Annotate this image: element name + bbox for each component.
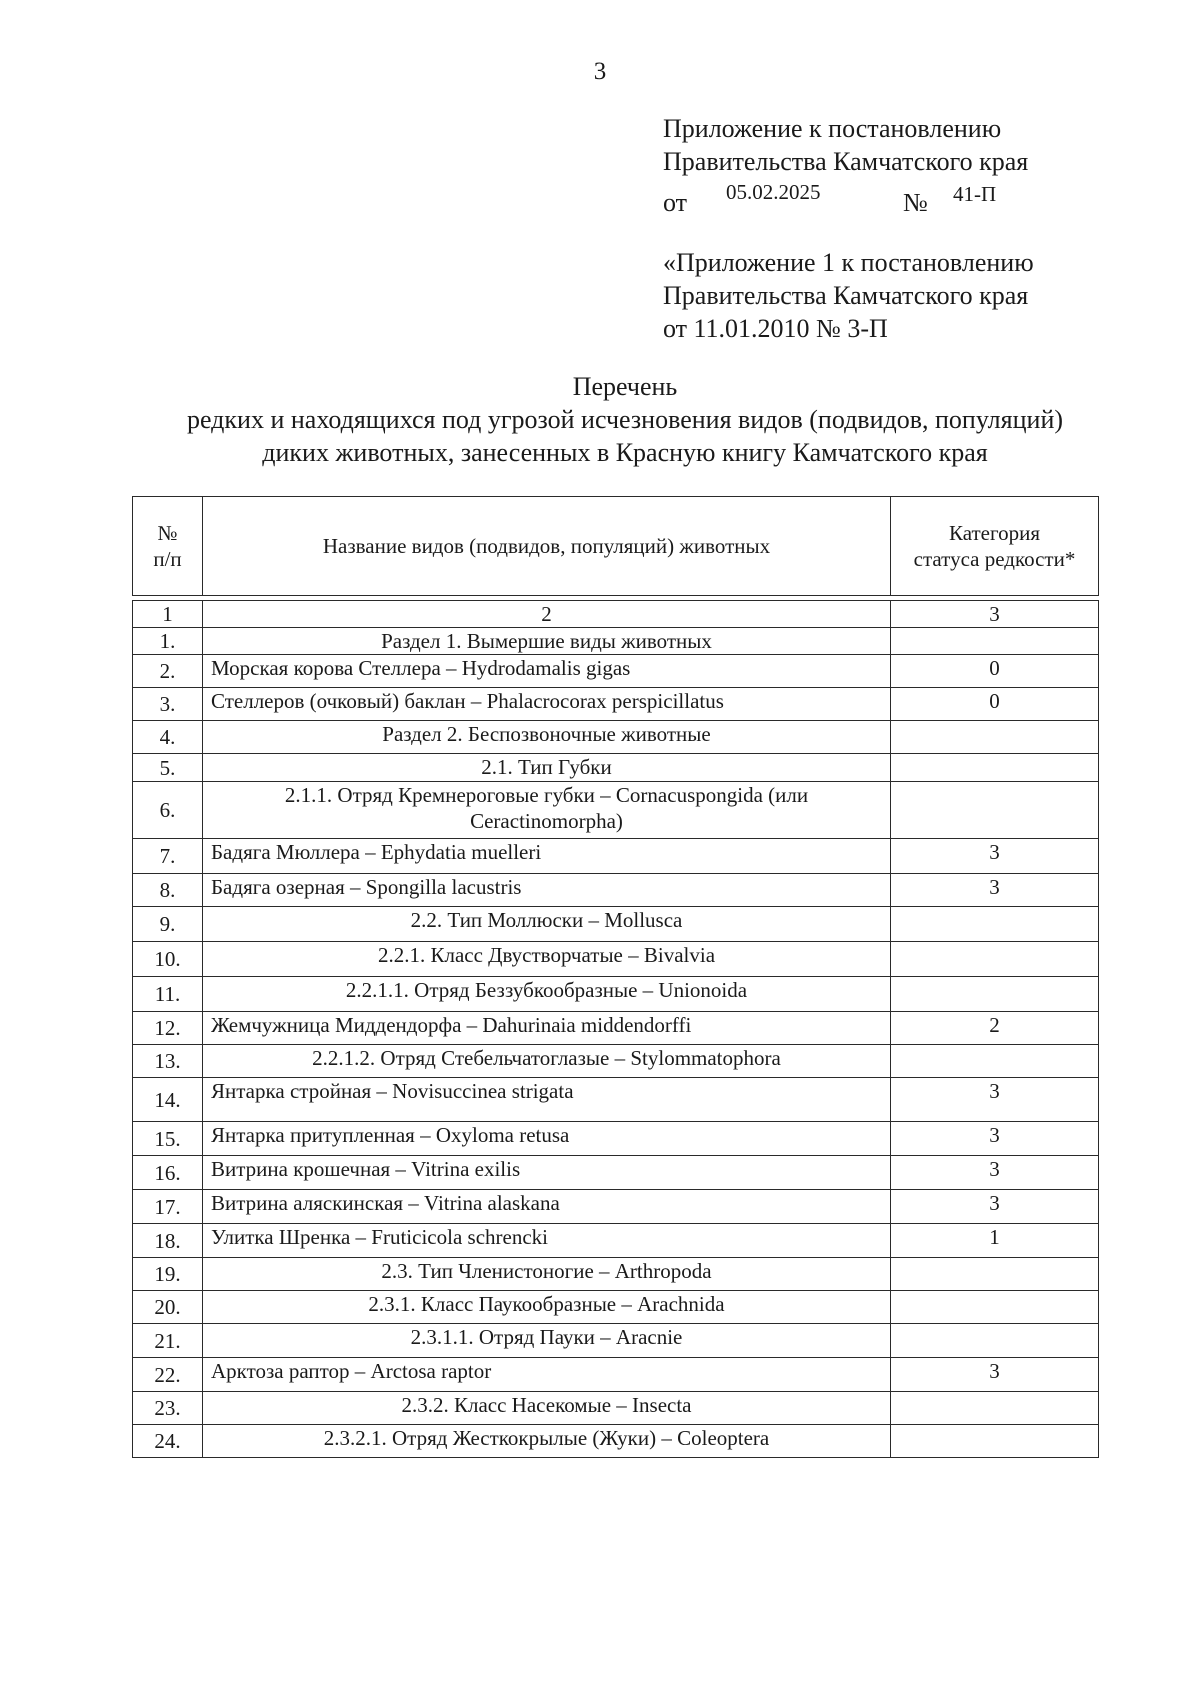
row-category: 3 [891,1122,1099,1156]
row-name: Морская корова Стеллера – Hydrodamalis gigas [203,655,891,688]
row-name: 2.2.1.2. Отряд Стебельчатоглазые – Stylommatophora [203,1045,891,1078]
table-row [133,1324,1099,1358]
table-row [133,1012,1099,1045]
table-row [133,688,1099,721]
row-number: 18. [133,1224,203,1258]
table-row [133,1190,1099,1224]
row-number: 9. [133,907,203,942]
header-category [891,497,1099,596]
previous-appendix-block [663,246,1034,345]
table-row [133,1425,1099,1458]
approval-block [663,112,1028,218]
row-number: 3. [133,688,203,721]
previous-appendix-line-2: Правительства Камчатского края [663,281,1029,310]
row-name: 2.3.2. Класс Насекомые – Insecta [203,1392,891,1425]
table-row [133,977,1099,1012]
title-line-1: Перечень [572,372,678,401]
row-number: 5. [133,754,203,782]
row-category: 3 [891,1190,1099,1224]
number-sign: № [903,188,928,217]
title-line-3: диких животных, занесенных в Красную книгу Камчатского края [262,438,988,467]
table-row [133,1224,1099,1258]
table-row [133,1258,1099,1291]
species-table [132,496,1099,1458]
column-index-3: 3 [891,601,1099,628]
document-title [0,370,1200,469]
row-number: 22. [133,1358,203,1392]
approval-number-line [663,178,1028,218]
header-number [133,497,203,596]
row-category [891,1425,1099,1458]
row-number: 7. [133,839,203,874]
row-category: 0 [891,688,1099,721]
table-row [133,1045,1099,1078]
table-row [133,942,1099,977]
row-name: Витрина аляскинская – Vitrina alaskana [203,1190,891,1224]
table-row [133,628,1099,655]
row-name: 2.2.1.1. Отряд Беззубкообразные – Unionoida [203,977,891,1012]
row-category [891,628,1099,655]
column-index-2: 2 [203,601,891,628]
row-name: Бадяга Мюллера – Ephydatia muelleri [203,839,891,874]
row-category: 0 [891,655,1099,688]
row-category: 3 [891,1156,1099,1190]
table-row [133,721,1099,754]
row-name: Витрина крошечная – Vitrina exilis [203,1156,891,1190]
row-number: 2. [133,655,203,688]
table-header-row [133,497,1099,596]
table-row [133,1078,1099,1122]
table-row [133,1156,1099,1190]
row-category: 3 [891,839,1099,874]
row-number: 14. [133,1078,203,1122]
row-category [891,942,1099,977]
row-number: 10. [133,942,203,977]
row-category [891,907,1099,942]
table-row [133,874,1099,907]
row-category: 2 [891,1012,1099,1045]
approval-line-1: Приложение к постановлению [663,114,1002,143]
row-category [891,1258,1099,1291]
column-index-row [133,601,1099,628]
row-category [891,1392,1099,1425]
approval-line-2: Правительства Камчатского края [663,147,1029,176]
ot-label: от [663,188,688,217]
row-name: Бадяга озерная – Spongilla lacustris [203,874,891,907]
header-number-line-1: № [157,521,178,545]
table-body [133,596,1099,1458]
page-number: 3 [593,58,607,85]
row-category: 3 [891,1078,1099,1122]
row-name: 2.2.1. Класс Двустворчатые – Bivalvia [203,942,891,977]
row-category: 3 [891,874,1099,907]
row-name: Арктоза раптор – Arctosa raptor [203,1358,891,1392]
row-number: 19. [133,1258,203,1291]
row-number: 24. [133,1425,203,1458]
row-name: Жемчужница Миддендорфа – Dahurinaia middendorffi [203,1012,891,1045]
approval-number: 41-П [953,182,997,206]
row-number: 16. [133,1156,203,1190]
header-number-line-2: п/п [153,547,182,571]
table-row [133,754,1099,782]
table-row [133,655,1099,688]
table-row [133,1358,1099,1392]
row-number: 11. [133,977,203,1012]
row-name: 2.2. Тип Моллюски – Mollusca [203,907,891,942]
approval-date: 05.02.2025 [726,180,821,204]
row-category: 3 [891,1358,1099,1392]
row-number: 12. [133,1012,203,1045]
table-row [133,1392,1099,1425]
row-name: 2.1. Тип Губки [203,754,891,782]
row-number: 20. [133,1291,203,1324]
header-name: Название видов (подвидов, популяций) животных [203,497,891,596]
table-row [133,1122,1099,1156]
table-row [133,839,1099,874]
row-number: 21. [133,1324,203,1358]
row-name: Улитка Шренка – Fruticicola schrencki [203,1224,891,1258]
previous-appendix-line-3: от 11.01.2010 № 3-П [663,314,888,343]
row-category [891,1045,1099,1078]
row-name: Раздел 1. Вымершие виды животных [203,628,891,655]
table-row [133,907,1099,942]
row-number: 13. [133,1045,203,1078]
row-category: 1 [891,1224,1099,1258]
row-category [891,754,1099,782]
row-name: 2.3.1.1. Отряд Пауки – Aracnie [203,1324,891,1358]
row-category [891,782,1099,839]
row-category [891,721,1099,754]
header-category-line-1: Категория [949,521,1040,545]
row-name: Раздел 2. Беспозвоночные животные [203,721,891,754]
row-name: 2.1.1. Отряд Кремнероговые губки – Cornacuspongida (или Ceractinomorpha) [203,782,891,839]
row-category [891,1291,1099,1324]
row-number: 1. [133,628,203,655]
row-category [891,1324,1099,1358]
row-number: 23. [133,1392,203,1425]
table-row [133,1291,1099,1324]
column-index-1: 1 [133,601,203,628]
table-row [133,782,1099,839]
row-category [891,977,1099,1012]
row-number: 8. [133,874,203,907]
row-number: 6. [133,782,203,839]
header-category-line-2: статуса редкости* [913,547,1076,571]
title-line-2: редких и находящихся под угрозой исчезновения видов (подвидов, популяций) [186,405,1064,434]
row-number: 17. [133,1190,203,1224]
row-name: Стеллеров (очковый) баклан – Phalacrocorax perspicillatus [203,688,891,721]
row-name: Янтарка притупленная – Oxyloma retusa [203,1122,891,1156]
row-number: 15. [133,1122,203,1156]
row-name: 2.3.1. Класс Паукообразные – Arachnida [203,1291,891,1324]
row-name: 2.3.2.1. Отряд Жесткокрылые (Жуки) – Coleoptera [203,1425,891,1458]
row-name: 2.3. Тип Членистоногие – Arthropoda [203,1258,891,1291]
previous-appendix-line-1: «Приложение 1 к постановлению [663,248,1034,277]
row-name: Янтарка стройная – Novisuccinea strigata [203,1078,891,1122]
row-number: 4. [133,721,203,754]
